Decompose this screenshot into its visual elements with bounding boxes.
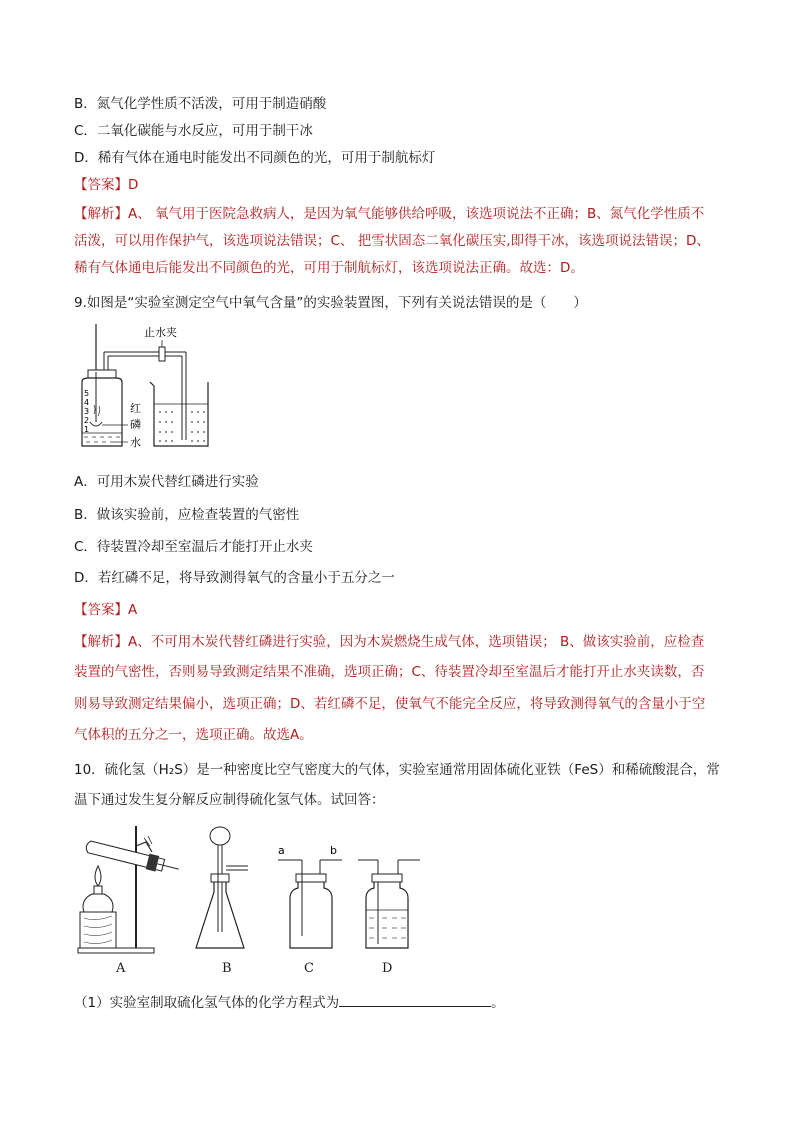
- q9-option-d: D．若红磷不足，将导致测得氧气的含量小于五分之一: [74, 570, 395, 586]
- apparatus-d-figure: [356, 852, 426, 956]
- q8-option-b: B．氮气化学性质不活泼，可用于制造硝酸: [74, 96, 327, 112]
- q9-analysis-line-2: 装置的气密性，否则易导致测定结果不准确，选项正确；C、待装置冷却至室温后才能打开止水夹读数，否: [74, 664, 705, 680]
- mark-2: 2: [84, 416, 90, 425]
- apparatus-a-figure: [74, 822, 186, 956]
- q8-analysis-line-3: 稀有气体通电后能发出不同颜色的光，可用于制航标灯，该选项说法正确。故选：D。: [74, 260, 584, 276]
- q10-subquestion-1: [74, 992, 505, 1013]
- clamp-label: 止水夹: [144, 326, 177, 339]
- port-a-label: a: [278, 844, 285, 857]
- apparatus-label-a: A: [116, 961, 126, 976]
- q10-stem-line-2: 温下通过发生复分解反应制得硫化氢气体。试回答：: [74, 792, 385, 808]
- q8-answer: 【答案】D: [74, 177, 139, 193]
- q8-option-d: D．稀有气体在通电时能发出不同颜色的光，可用于制航标灯: [74, 150, 436, 166]
- q9-answer: 【答案】A: [74, 602, 138, 618]
- q9-analysis-line-1: 【解析】A、不可用木炭代替红磷进行实验，因为木炭燃烧生成气体，选项错误； B、做该实验前，应检查: [74, 634, 705, 650]
- apparatus-b-figure: [190, 822, 270, 956]
- subquestion-1-period: 。: [491, 995, 505, 1011]
- q9-option-b: B．做该实验前，应检查装置的气密性: [74, 507, 300, 523]
- apparatus-label-b: B: [222, 961, 232, 976]
- q8-analysis-line-2: 活泼，可以用作保护气，该选项说法错误；C、 把雪状固态二氧化碳压实,即得干冰，该选项说法错误；D、: [74, 233, 710, 249]
- subquestion-1-text: （1）实验室制取硫化氢气体的化学方程式为: [74, 995, 340, 1011]
- q10-stem-line-1: 10．硫化氢（H₂S）是一种密度比空气密度大的气体，实验室通常用固体硫化亚铁（FeS）和稀硫酸混合，常: [74, 762, 720, 778]
- apparatus-label-d: D: [382, 961, 393, 976]
- apparatus-c-figure: [276, 842, 346, 956]
- red-label: 红: [130, 402, 141, 415]
- mark-3: 3: [84, 407, 90, 416]
- mark-1: 1: [84, 425, 90, 434]
- q9-apparatus-figure: [74, 322, 234, 456]
- q9-stem: 9.如图是“实验室测定空气中氧气含量”的实验装置图，下列有关说法错误的是（ ）: [74, 295, 587, 311]
- q9-option-c: C．待装置冷却至室温后才能打开止水夹: [74, 539, 313, 555]
- apparatus-label-c: C: [304, 961, 314, 976]
- water-label: 水: [130, 436, 141, 449]
- q9-analysis-line-3: 则易导致测定结果偏小，选项正确；D、若红磷不足，使氧气不能完全反应，将导致测得氧气的含量小于空: [74, 696, 706, 712]
- q9-option-a: A．可用木炭代替红磷进行实验: [74, 474, 259, 490]
- port-b-label: b: [330, 844, 337, 857]
- q8-analysis-line-1: 【解析】A、 氧气用于医院急救病人，是因为氧气能够供给呼吸，该选项说法不正确；B、氮气化学性质不: [74, 206, 705, 222]
- answer-blank[interactable]: [339, 992, 491, 1007]
- mark-4: 4: [84, 398, 90, 407]
- q8-option-c: C．二氧化碳能与水反应，可用于制干冰: [74, 123, 313, 139]
- phosphorus-label: 磷: [130, 418, 141, 431]
- mark-5: 5: [84, 389, 90, 398]
- q9-analysis-line-4: 气体积的五分之一，选项正确。故选A。: [74, 727, 313, 743]
